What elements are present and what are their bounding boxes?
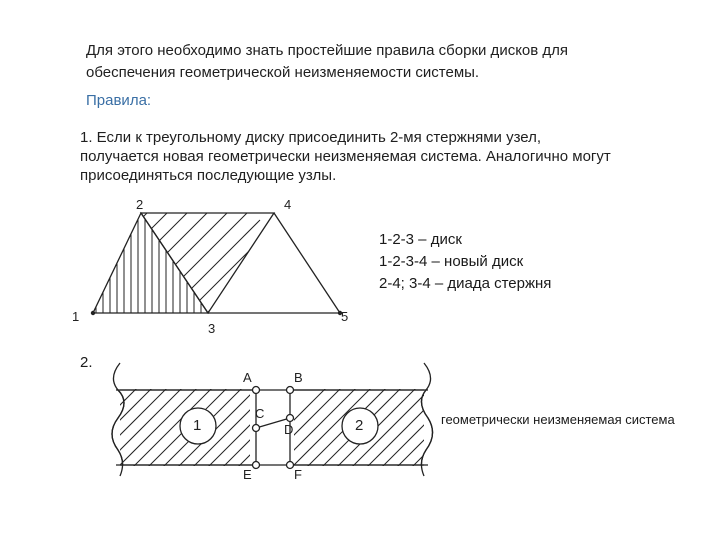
disk-hatch-diagonal	[90, 150, 310, 370]
legend-disk: 1-2-3 – диск	[379, 231, 462, 248]
disk-label-2: 2	[355, 417, 364, 434]
node-label-a: A	[243, 370, 252, 385]
node-label-3: 3	[208, 321, 216, 336]
disk-hatch-vertical	[96, 200, 201, 320]
rules-heading: Правила:	[86, 92, 152, 109]
node-label-f: F	[294, 467, 302, 482]
figure-2-caption: геометрически неизменяемая система	[441, 412, 675, 427]
disk-label-circles	[180, 408, 378, 444]
hatch-trim	[100, 355, 440, 486]
node-label-2: 2	[136, 197, 144, 212]
legend-dyad: 2-4; 3-4 – диада стержня	[379, 275, 552, 292]
node-label-c: C	[255, 406, 265, 421]
node-label-b: B	[294, 370, 303, 385]
rule-1-line-3: присоединяться последующие узлы.	[80, 167, 337, 184]
disk-label-1: 1	[193, 417, 202, 434]
node-label-d: D	[284, 422, 294, 437]
node-label-4: 4	[284, 197, 292, 212]
rule-1-line-2: получается новая геометрически неизменяемая система. Аналогично могут	[80, 148, 611, 165]
intro-line-1: Для этого необходимо знать простейшие правила сборки дисков для	[86, 42, 569, 59]
legend-new-disk: 1-2-3-4 – новый диск	[379, 253, 524, 270]
node-label-5: 5	[341, 309, 349, 324]
intro-line-2: обеспечения геометрической неизменяемости системы.	[86, 64, 480, 81]
node-label-e: E	[243, 467, 252, 482]
rule-1-line-1: 1. Если к треугольному диску присоединить 2-мя стержнями узел,	[80, 129, 542, 146]
rule-2-number: 2.	[80, 354, 93, 371]
node-label-1: 1	[72, 309, 80, 324]
